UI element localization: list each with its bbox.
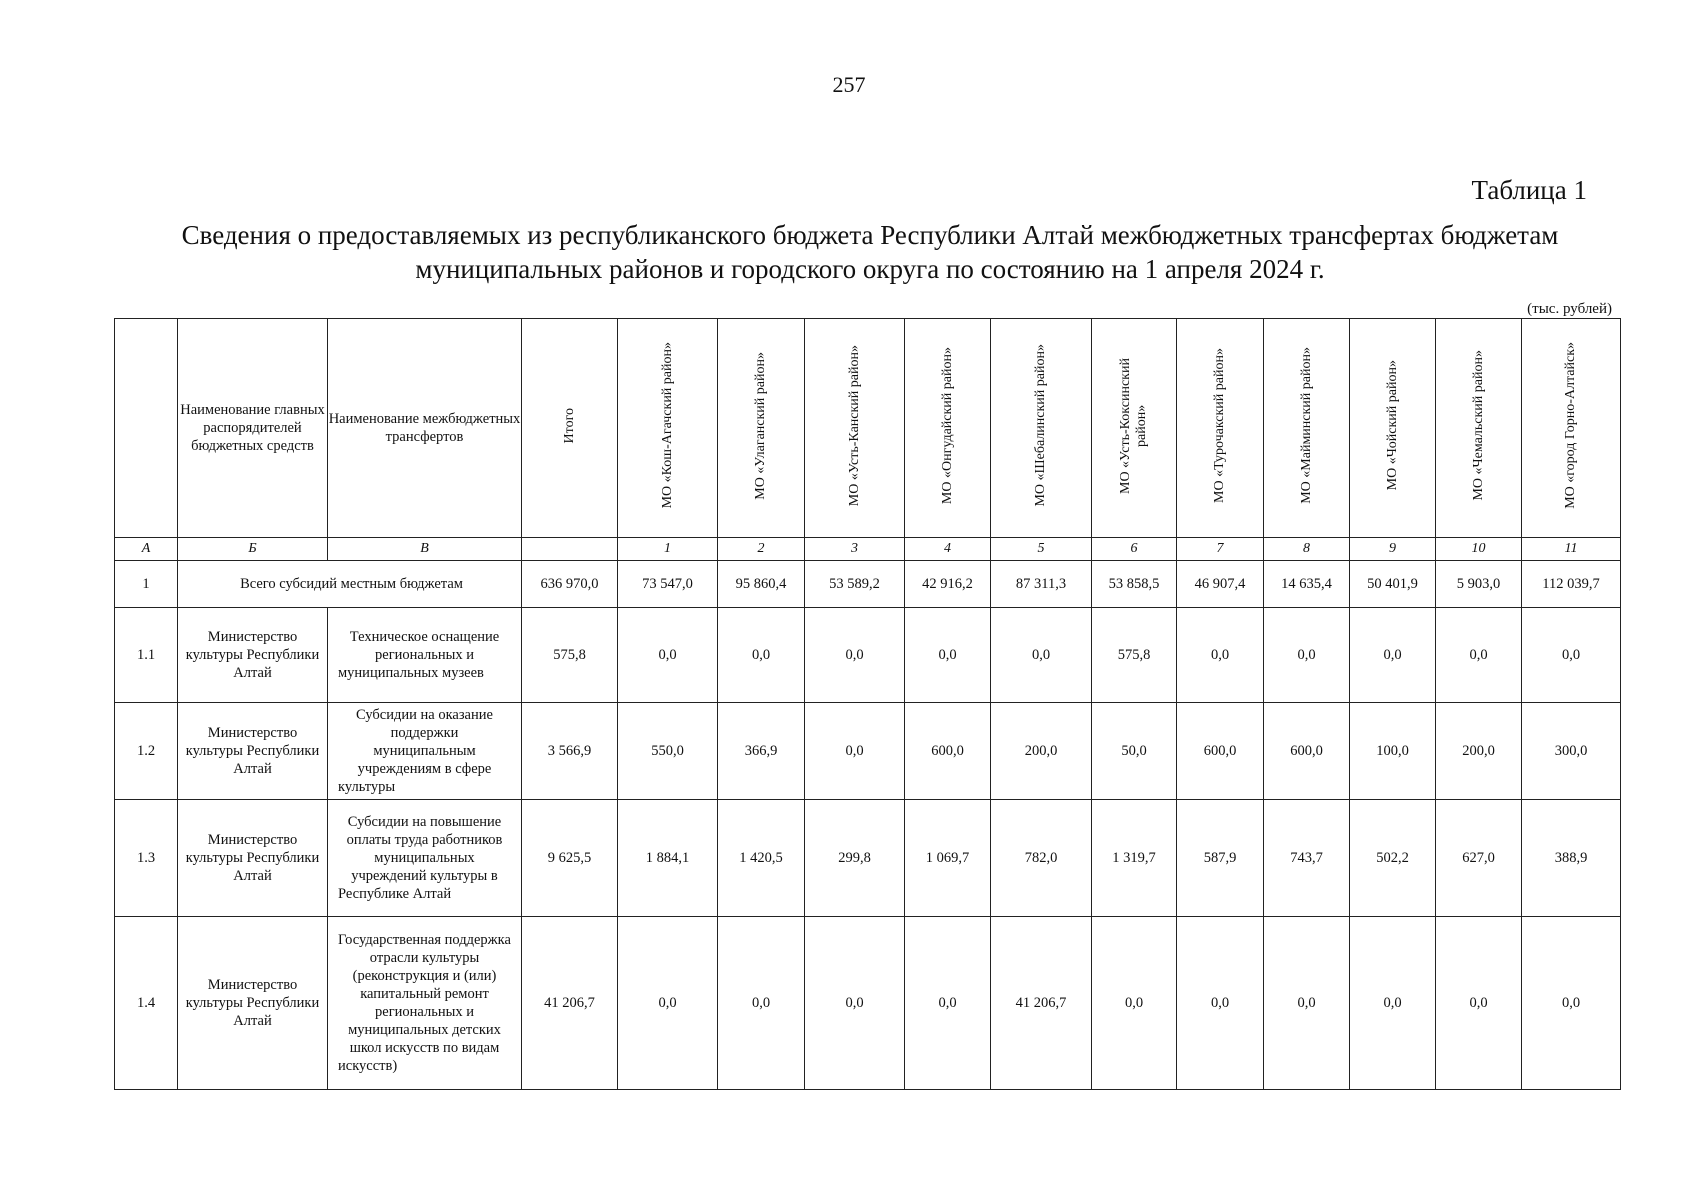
header-district-2: МО «Улаганский район» bbox=[718, 319, 805, 538]
document-title bbox=[125, 218, 1615, 286]
header-num bbox=[115, 319, 178, 538]
title-line-2: муниципальных районов и городского округа по состоянию на 1 апреля 2024 г. bbox=[415, 254, 1325, 284]
letter-cell: 10 bbox=[1436, 538, 1522, 561]
value-cell: 200,0 bbox=[1436, 703, 1522, 800]
recipient-cell: Министерство культуры Республики Алтай bbox=[178, 703, 328, 800]
value-cell: 112 039,7 bbox=[1522, 561, 1621, 608]
value-cell: 50 401,9 bbox=[1350, 561, 1436, 608]
header-district-6: МО «Усть-Коксинский район» bbox=[1092, 319, 1177, 538]
header-district-11: МО «город Горно-Алтайск» bbox=[1522, 319, 1621, 538]
recipient-cell: Министерство культуры Республики Алтай bbox=[178, 917, 328, 1090]
page-number: 257 bbox=[832, 72, 866, 97]
header-district-8: МО «Майминский район» bbox=[1264, 319, 1350, 538]
value-cell: 0,0 bbox=[1264, 917, 1350, 1090]
value-cell: 42 916,2 bbox=[905, 561, 991, 608]
letter-cell: 2 bbox=[718, 538, 805, 561]
value-cell: 0,0 bbox=[805, 703, 905, 800]
value-cell: 5 903,0 bbox=[1436, 561, 1522, 608]
units-note: (тыс. рублей) bbox=[1527, 301, 1612, 317]
value-cell: 300,0 bbox=[1522, 703, 1621, 800]
row-total: 3 566,9 bbox=[522, 703, 618, 800]
value-cell: 0,0 bbox=[1522, 917, 1621, 1090]
letter-cell: 8 bbox=[1264, 538, 1350, 561]
value-cell: 299,8 bbox=[805, 800, 905, 917]
row-number: 1.1 bbox=[115, 608, 178, 703]
row-number: 1 bbox=[115, 561, 178, 608]
value-cell: 53 589,2 bbox=[805, 561, 905, 608]
recipient-cell: Министерство культуры Республики Алтай bbox=[178, 608, 328, 703]
letter-cell: В bbox=[328, 538, 522, 561]
total-row bbox=[115, 561, 1621, 608]
value-cell: 1 884,1 bbox=[618, 800, 718, 917]
value-cell: 200,0 bbox=[991, 703, 1092, 800]
value-cell: 600,0 bbox=[1177, 703, 1264, 800]
value-cell: 0,0 bbox=[1350, 608, 1436, 703]
header-transfer: Наименование межбюджетных трансфертов bbox=[328, 319, 522, 538]
value-cell: 87 311,3 bbox=[991, 561, 1092, 608]
value-cell: 0,0 bbox=[1436, 917, 1522, 1090]
total-label: Всего субсидий местным бюджетам bbox=[178, 561, 522, 608]
value-cell: 550,0 bbox=[618, 703, 718, 800]
transfer-cell: Субсидии на повышение оплаты труда работников муниципальных учреждений культуры в Республике Алтай bbox=[328, 800, 522, 917]
header-district-1: МО «Кош-Агачский район» bbox=[618, 319, 718, 538]
value-cell: 0,0 bbox=[718, 917, 805, 1090]
header-district-3: МО «Усть-Канский район» bbox=[805, 319, 905, 538]
value-cell: 0,0 bbox=[991, 608, 1092, 703]
letter-cell: 6 bbox=[1092, 538, 1177, 561]
row-number: 1.4 bbox=[115, 917, 178, 1090]
letter-cell: 11 bbox=[1522, 538, 1621, 561]
value-cell: 782,0 bbox=[991, 800, 1092, 917]
value-cell: 0,0 bbox=[1264, 608, 1350, 703]
letter-cell: 4 bbox=[905, 538, 991, 561]
total-sum: 636 970,0 bbox=[522, 561, 618, 608]
table-row bbox=[115, 917, 1621, 1090]
value-cell: 50,0 bbox=[1092, 703, 1177, 800]
column-letters-row bbox=[115, 538, 1621, 561]
header-recipient: Наименование главных распорядителей бюджетных средств bbox=[178, 319, 328, 538]
header-district-4: МО «Онгудайский район» bbox=[905, 319, 991, 538]
header-total: Итого bbox=[522, 319, 618, 538]
value-cell: 14 635,4 bbox=[1264, 561, 1350, 608]
value-cell: 0,0 bbox=[905, 917, 991, 1090]
value-cell: 41 206,7 bbox=[991, 917, 1092, 1090]
table-label: Таблица 1 bbox=[1471, 175, 1587, 205]
transfers-table bbox=[114, 318, 1621, 1090]
value-cell: 1 420,5 bbox=[718, 800, 805, 917]
value-cell: 627,0 bbox=[1436, 800, 1522, 917]
value-cell: 0,0 bbox=[618, 917, 718, 1090]
value-cell: 46 907,4 bbox=[1177, 561, 1264, 608]
table-row bbox=[115, 608, 1621, 703]
letter-cell: А bbox=[115, 538, 178, 561]
value-cell: 0,0 bbox=[905, 608, 991, 703]
letter-cell: 1 bbox=[618, 538, 718, 561]
value-cell: 388,9 bbox=[1522, 800, 1621, 917]
value-cell: 0,0 bbox=[1436, 608, 1522, 703]
letter-cell: Б bbox=[178, 538, 328, 561]
letter-cell bbox=[522, 538, 618, 561]
value-cell: 600,0 bbox=[1264, 703, 1350, 800]
value-cell: 0,0 bbox=[618, 608, 718, 703]
title-line-1: Сведения о предоставляемых из республиканского бюджета Республики Алтай межбюджетных трансфертах бюджетам bbox=[181, 220, 1559, 250]
recipient-cell: Министерство культуры Республики Алтай bbox=[178, 800, 328, 917]
value-cell: 0,0 bbox=[1177, 917, 1264, 1090]
table-row bbox=[115, 703, 1621, 800]
value-cell: 587,9 bbox=[1177, 800, 1264, 917]
header-district-9: МО «Чойский район» bbox=[1350, 319, 1436, 538]
value-cell: 1 319,7 bbox=[1092, 800, 1177, 917]
table-row bbox=[115, 800, 1621, 917]
header-district-5: МО «Шебалинский район» bbox=[991, 319, 1092, 538]
letter-cell: 3 bbox=[805, 538, 905, 561]
header-district-7: МО «Турочакский район» bbox=[1177, 319, 1264, 538]
value-cell: 0,0 bbox=[805, 608, 905, 703]
letter-cell: 9 bbox=[1350, 538, 1436, 561]
value-cell: 0,0 bbox=[1522, 608, 1621, 703]
value-cell: 575,8 bbox=[1092, 608, 1177, 703]
value-cell: 366,9 bbox=[718, 703, 805, 800]
value-cell: 600,0 bbox=[905, 703, 991, 800]
value-cell: 1 069,7 bbox=[905, 800, 991, 917]
value-cell: 0,0 bbox=[805, 917, 905, 1090]
row-total: 575,8 bbox=[522, 608, 618, 703]
value-cell: 502,2 bbox=[1350, 800, 1436, 917]
header-district-10: МО «Чемальский район» bbox=[1436, 319, 1522, 538]
value-cell: 73 547,0 bbox=[618, 561, 718, 608]
value-cell: 0,0 bbox=[1092, 917, 1177, 1090]
row-number: 1.3 bbox=[115, 800, 178, 917]
row-number: 1.2 bbox=[115, 703, 178, 800]
transfer-cell: Техническое оснащение региональных и муниципальных музеев bbox=[328, 608, 522, 703]
value-cell: 100,0 bbox=[1350, 703, 1436, 800]
value-cell: 0,0 bbox=[1177, 608, 1264, 703]
value-cell: 95 860,4 bbox=[718, 561, 805, 608]
letter-cell: 7 bbox=[1177, 538, 1264, 561]
row-total: 41 206,7 bbox=[522, 917, 618, 1090]
header-row bbox=[115, 319, 1621, 538]
value-cell: 0,0 bbox=[1350, 917, 1436, 1090]
transfer-cell: Субсидии на оказание поддержки муниципальным учреждениям в сфере культуры bbox=[328, 703, 522, 800]
letter-cell: 5 bbox=[991, 538, 1092, 561]
value-cell: 743,7 bbox=[1264, 800, 1350, 917]
row-total: 9 625,5 bbox=[522, 800, 618, 917]
value-cell: 0,0 bbox=[718, 608, 805, 703]
value-cell: 53 858,5 bbox=[1092, 561, 1177, 608]
transfer-cell: Государственная поддержка отрасли культуры (реконструкция и (или) капитальный ремонт региональных и муниципальных детских школ искусств по видам искусств) bbox=[328, 917, 522, 1090]
